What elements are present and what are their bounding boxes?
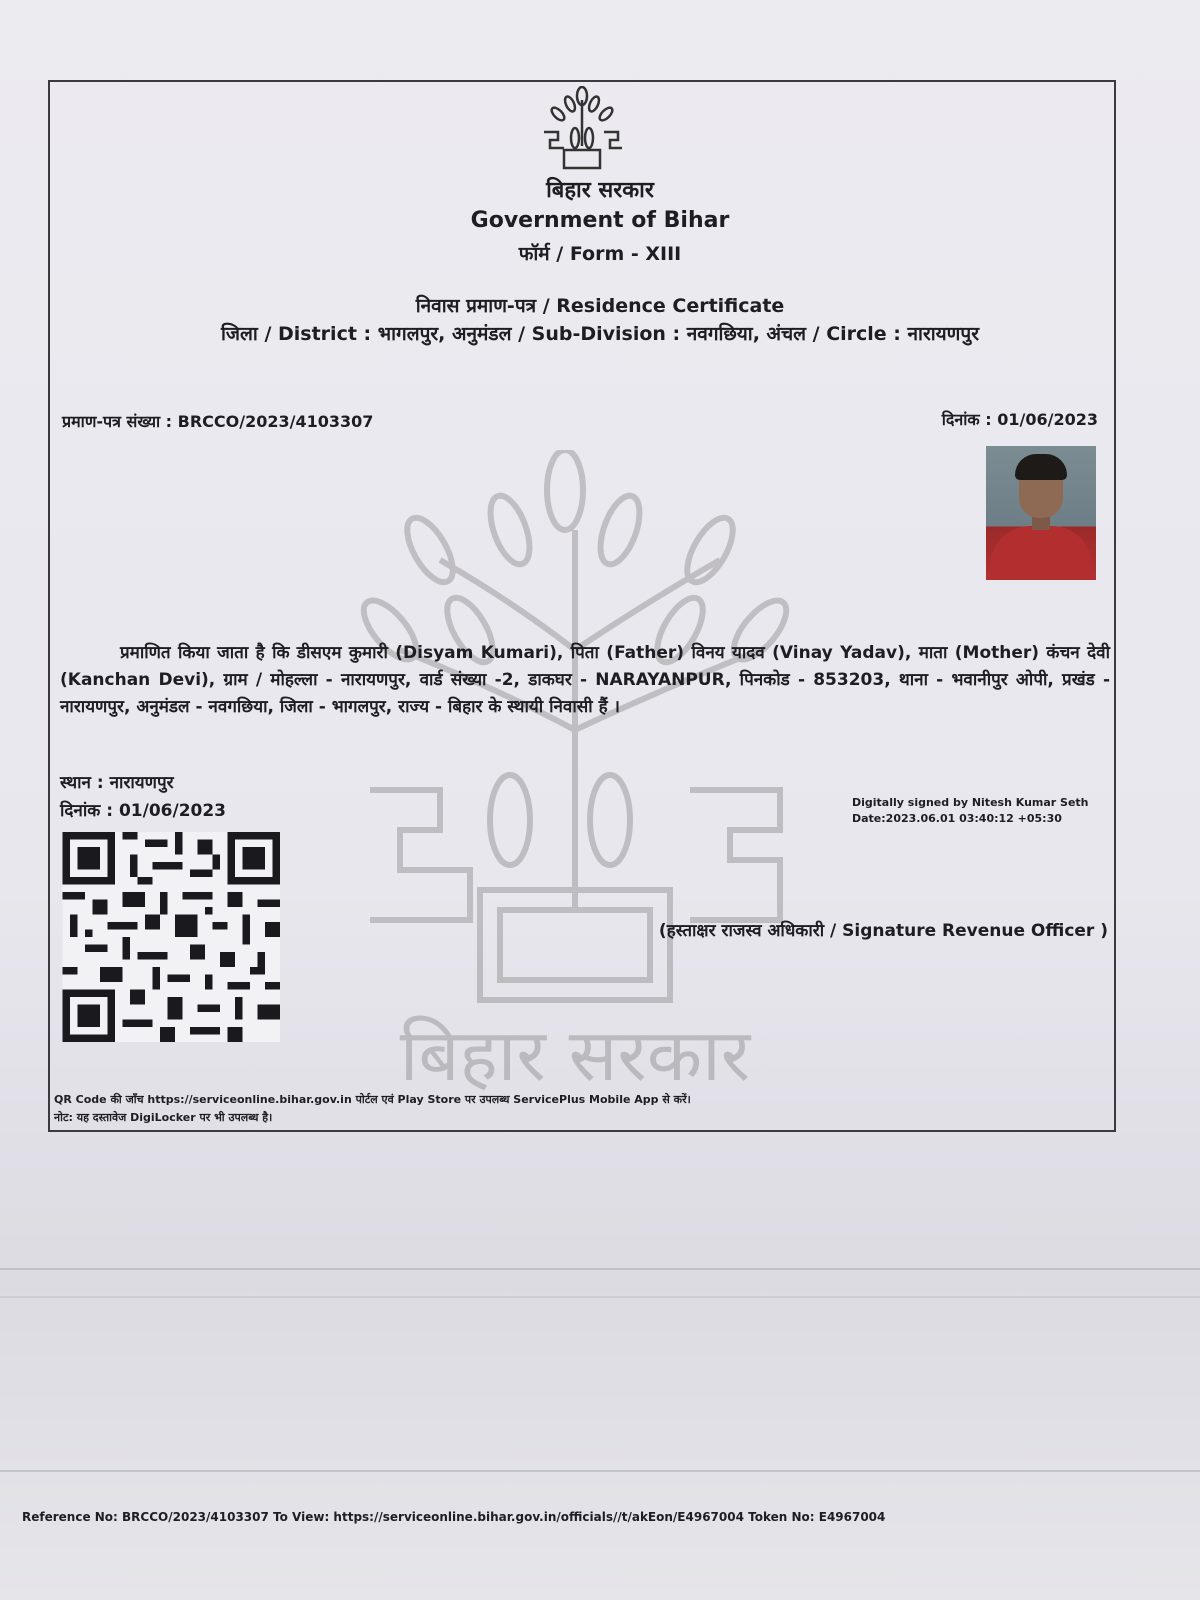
state-name-english: Government of Bihar: [470, 208, 730, 233]
certificate-title: निवास प्रमाण-पत्र / Residence Certificate: [415, 295, 785, 317]
issue-place: स्थान : नारायणपुर: [60, 773, 174, 793]
digital-signature-date: Date:2023.06.01 03:40:12 +05:30: [852, 812, 1062, 825]
digilocker-note: नोट: यह दस्तावेज DigiLocker पर भी उपलब्ध है।: [54, 1111, 273, 1124]
reference-line: Reference No: BRCCO/2023/4103307 To View: https://serviceonline.bihar.gov.in/officials//t/akEon/E4967004 Token No: E4967004: [22, 1510, 886, 1524]
watermark-text: बिहार सरकार: [399, 1013, 751, 1097]
bihar-emblem-icon: [540, 86, 624, 172]
paper-fold: [0, 1470, 1200, 1472]
qr-verification-note: QR Code की जाँच https://serviceonline.bihar.gov.in पोर्टल एवं Play Store पर उपलब्ध ServicePlus Mobile App से करें।: [54, 1093, 691, 1106]
issue-date: दिनांक : 01/06/2023: [60, 801, 227, 821]
applicant-photo: [986, 446, 1096, 580]
digital-signature-signer: Digitally signed by Nitesh Kumar Seth: [852, 796, 1089, 809]
paper-fold: [0, 1268, 1200, 1270]
paper-fold: [0, 1296, 1200, 1298]
qr-code-icon: [62, 832, 280, 1042]
state-name-hindi: बिहार सरकार: [546, 177, 654, 203]
certificate-number: प्रमाण-पत्र संख्या : BRCCO/2023/4103307: [62, 412, 374, 431]
form-number: फॉर्म / Form - XIII: [518, 243, 682, 265]
certificate-body-text: प्रमाणित किया जाता है कि डीसएम कुमारी (Disyam Kumari), पिता (Father) विनय यादव (Vinay Yadav), माता (Mother) कंचन देवी (Kanchan Devi), ग्राम / मोहल्ला - नारायणपुर, वार्ड संख्या -2, डाकघर - NARAYANPUR, पिनकोड - 853203, थाना - भवानीपुर ओपी, प्रखंड - नारायणपुर, अनुमंडल - नवगछिया, जिला - भागलपुर, राज्य - बिहार के स्थायी निवासी हैं ।: [60, 643, 1110, 717]
jurisdiction-line: जिला / District : भागलपुर, अनुमंडल / Sub-Division : नवगछिया, अंचल / Circle : नारायणपुर: [221, 323, 979, 345]
certificate-date: दिनांक : 01/06/2023: [941, 410, 1098, 429]
signature-title: (हस्ताक्षर राजस्व अधिकारी / Signature Revenue Officer ): [658, 921, 1108, 941]
